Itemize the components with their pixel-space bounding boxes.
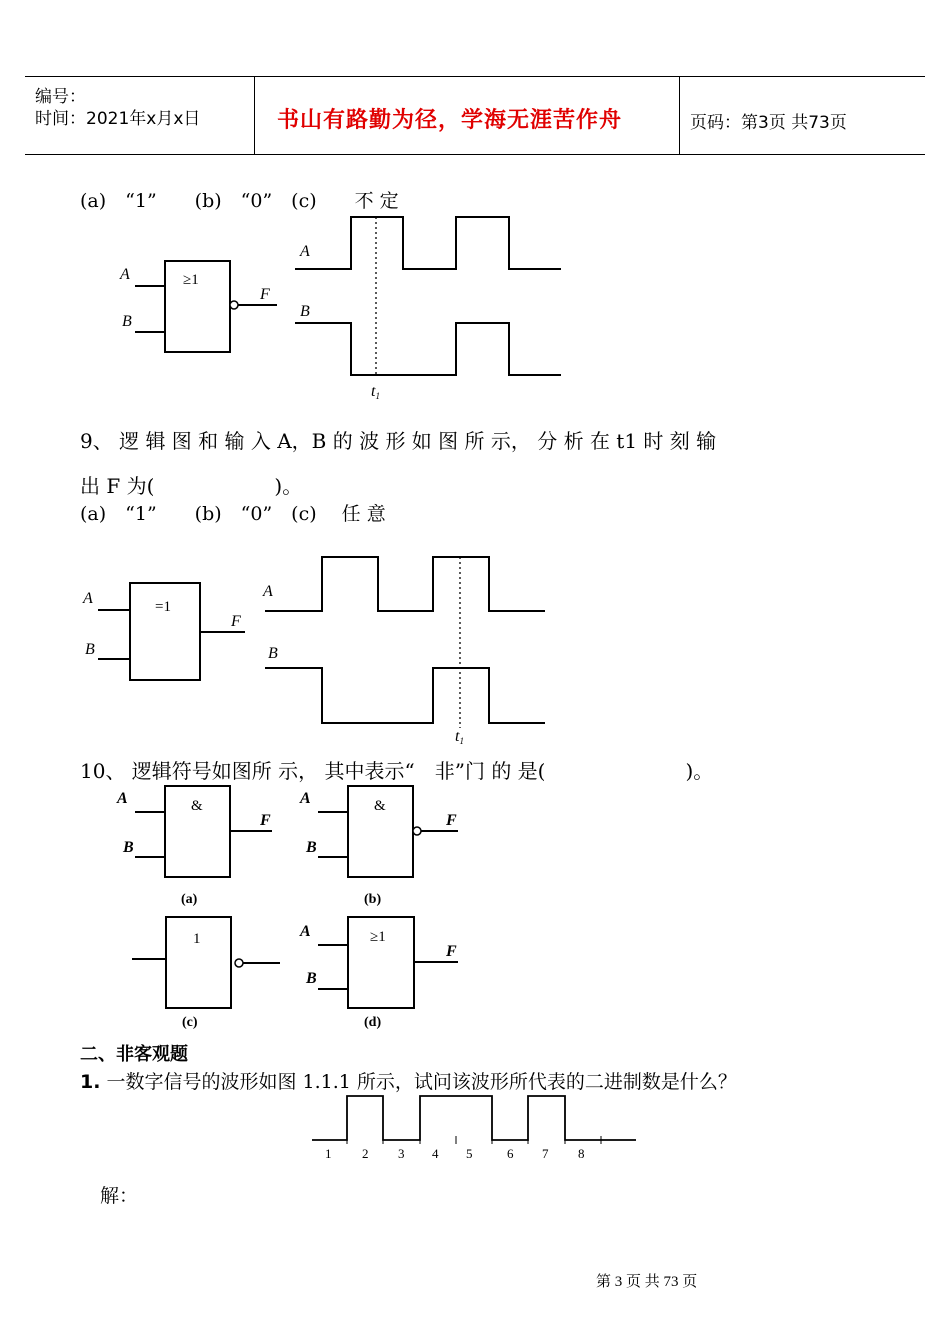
- q10-gate-a-symbol: &: [191, 798, 203, 814]
- section2-q1-number: 1.: [80, 1071, 101, 1093]
- q10-gate-a-output: F: [260, 812, 271, 829]
- digital-signal-line: [312, 1096, 636, 1140]
- q8-t1-label: t: [371, 383, 376, 400]
- section2-q1-text: 一数字信号的波形如图 1.1.1 所示，试问该波形所代表的二进制数是什么？: [106, 1071, 737, 1093]
- q10-caption-b: (b): [364, 892, 382, 907]
- q9-wave-b-label: B: [268, 645, 278, 662]
- q10-gate-a-input-b: B: [123, 839, 134, 856]
- q9-text-line1: 9、 逻 辑 图 和 输 入 A，B 的 波 形 如 图 所 示， 分 析 在 t1 时 刻 输: [80, 429, 717, 453]
- q8-gate-symbol: ≥1: [183, 272, 199, 288]
- q8-t1-sub: 1: [375, 391, 380, 401]
- q10-gate-a: [115, 780, 285, 910]
- header-time-label: 时间：2021年x月x日: [35, 109, 201, 129]
- tick-label-2: 2: [362, 1146, 369, 1161]
- q10-gate-d: [298, 910, 468, 1040]
- tick-label-4: 4: [432, 1146, 439, 1161]
- section2-title: 二、非客观题: [80, 1044, 188, 1065]
- q9-logic-gate: [80, 575, 260, 695]
- q8-input-a-label: A: [120, 266, 130, 283]
- q9-xor-gate-box: [130, 583, 200, 680]
- q9-output-label: F: [231, 613, 241, 630]
- q10-gate-b: [298, 780, 468, 910]
- q10-gate-c-bubble: [235, 959, 243, 967]
- tick-label-5: 5: [466, 1146, 473, 1161]
- q8-wave-b: [295, 323, 561, 375]
- svg-text:t1: [371, 383, 380, 401]
- q10-text: 10、 逻辑符号如图所 示， 其中表示“ 非”门 的 是( )。: [80, 759, 714, 783]
- q10-gate-b-output: F: [446, 812, 457, 829]
- q8-waveform: [295, 210, 565, 410]
- q9-wave-b: [265, 668, 545, 723]
- q9-t1-sub: 1: [459, 736, 464, 746]
- q9-t1-label: t: [455, 728, 460, 745]
- q10-caption-c: (c): [182, 1015, 198, 1030]
- tick-label-1: 1: [325, 1146, 332, 1161]
- q8-wave-b-label: B: [300, 303, 310, 320]
- q8-options: (a) “1” (b) “0” (c) 不 定: [80, 190, 399, 212]
- q9-wave-a: [265, 557, 545, 611]
- answer-label: 解：: [100, 1185, 139, 1207]
- q10-gate-a-input-a: A: [117, 790, 128, 807]
- q8-inverter-bubble: [230, 301, 238, 309]
- header-top-rule: [25, 76, 925, 77]
- q10-caption-d: (d): [364, 1015, 382, 1030]
- q10-gate-b-input-b: B: [306, 839, 317, 856]
- q8-wave-a: [295, 217, 561, 269]
- q9-wave-a-label: A: [263, 583, 273, 600]
- q9-waveform: [263, 550, 553, 750]
- header-number-label: 编号：: [35, 87, 86, 107]
- q10-caption-a: (a): [181, 892, 198, 907]
- svg-text:t1: [455, 728, 464, 746]
- q9-input-b-label: B: [85, 641, 95, 658]
- tick-label-6: 6: [507, 1146, 514, 1161]
- section2-digital-waveform: [310, 1090, 650, 1170]
- header-page-info: 页码：第3页 共73页: [690, 113, 847, 133]
- q9-text-line2: 出 F 为( )。: [80, 474, 303, 498]
- q8-logic-gate: [115, 255, 295, 365]
- q8-input-b-label: B: [122, 313, 132, 330]
- q8-output-label: F: [260, 286, 270, 303]
- waveform-tick-labels: [325, 1146, 585, 1161]
- q9-options: (a) “1” (b) “0” (c) 任 意: [80, 503, 386, 525]
- header-bottom-rule: [25, 154, 925, 155]
- q8-wave-a-label: A: [300, 243, 310, 260]
- tick-label-7: 7: [542, 1146, 549, 1161]
- q10-gate-d-symbol: ≥1: [370, 929, 386, 945]
- q10-gate-c: [130, 910, 300, 1040]
- q10-gate-d-input-a: A: [300, 923, 311, 940]
- q10-gate-d-input-b: B: [306, 970, 317, 987]
- header-motto: 书山有路勤为径，学海无涯苦作舟: [277, 107, 623, 133]
- header-divider-left: [254, 76, 255, 155]
- q10-gate-b-input-a: A: [300, 790, 311, 807]
- tick-label-3: 3: [398, 1146, 405, 1161]
- q10-gate-b-bubble: [413, 827, 421, 835]
- q9-input-a-label: A: [83, 590, 93, 607]
- header-divider-right: [679, 76, 680, 155]
- tick-label-8: 8: [578, 1146, 585, 1161]
- page-footer: 第 3 页 共 73 页: [596, 1274, 698, 1290]
- q10-gate-b-symbol: &: [374, 798, 386, 814]
- q10-gate-c-symbol: 1: [193, 931, 201, 947]
- q10-gate-d-output: F: [446, 943, 457, 960]
- q9-gate-symbol: =1: [155, 599, 171, 615]
